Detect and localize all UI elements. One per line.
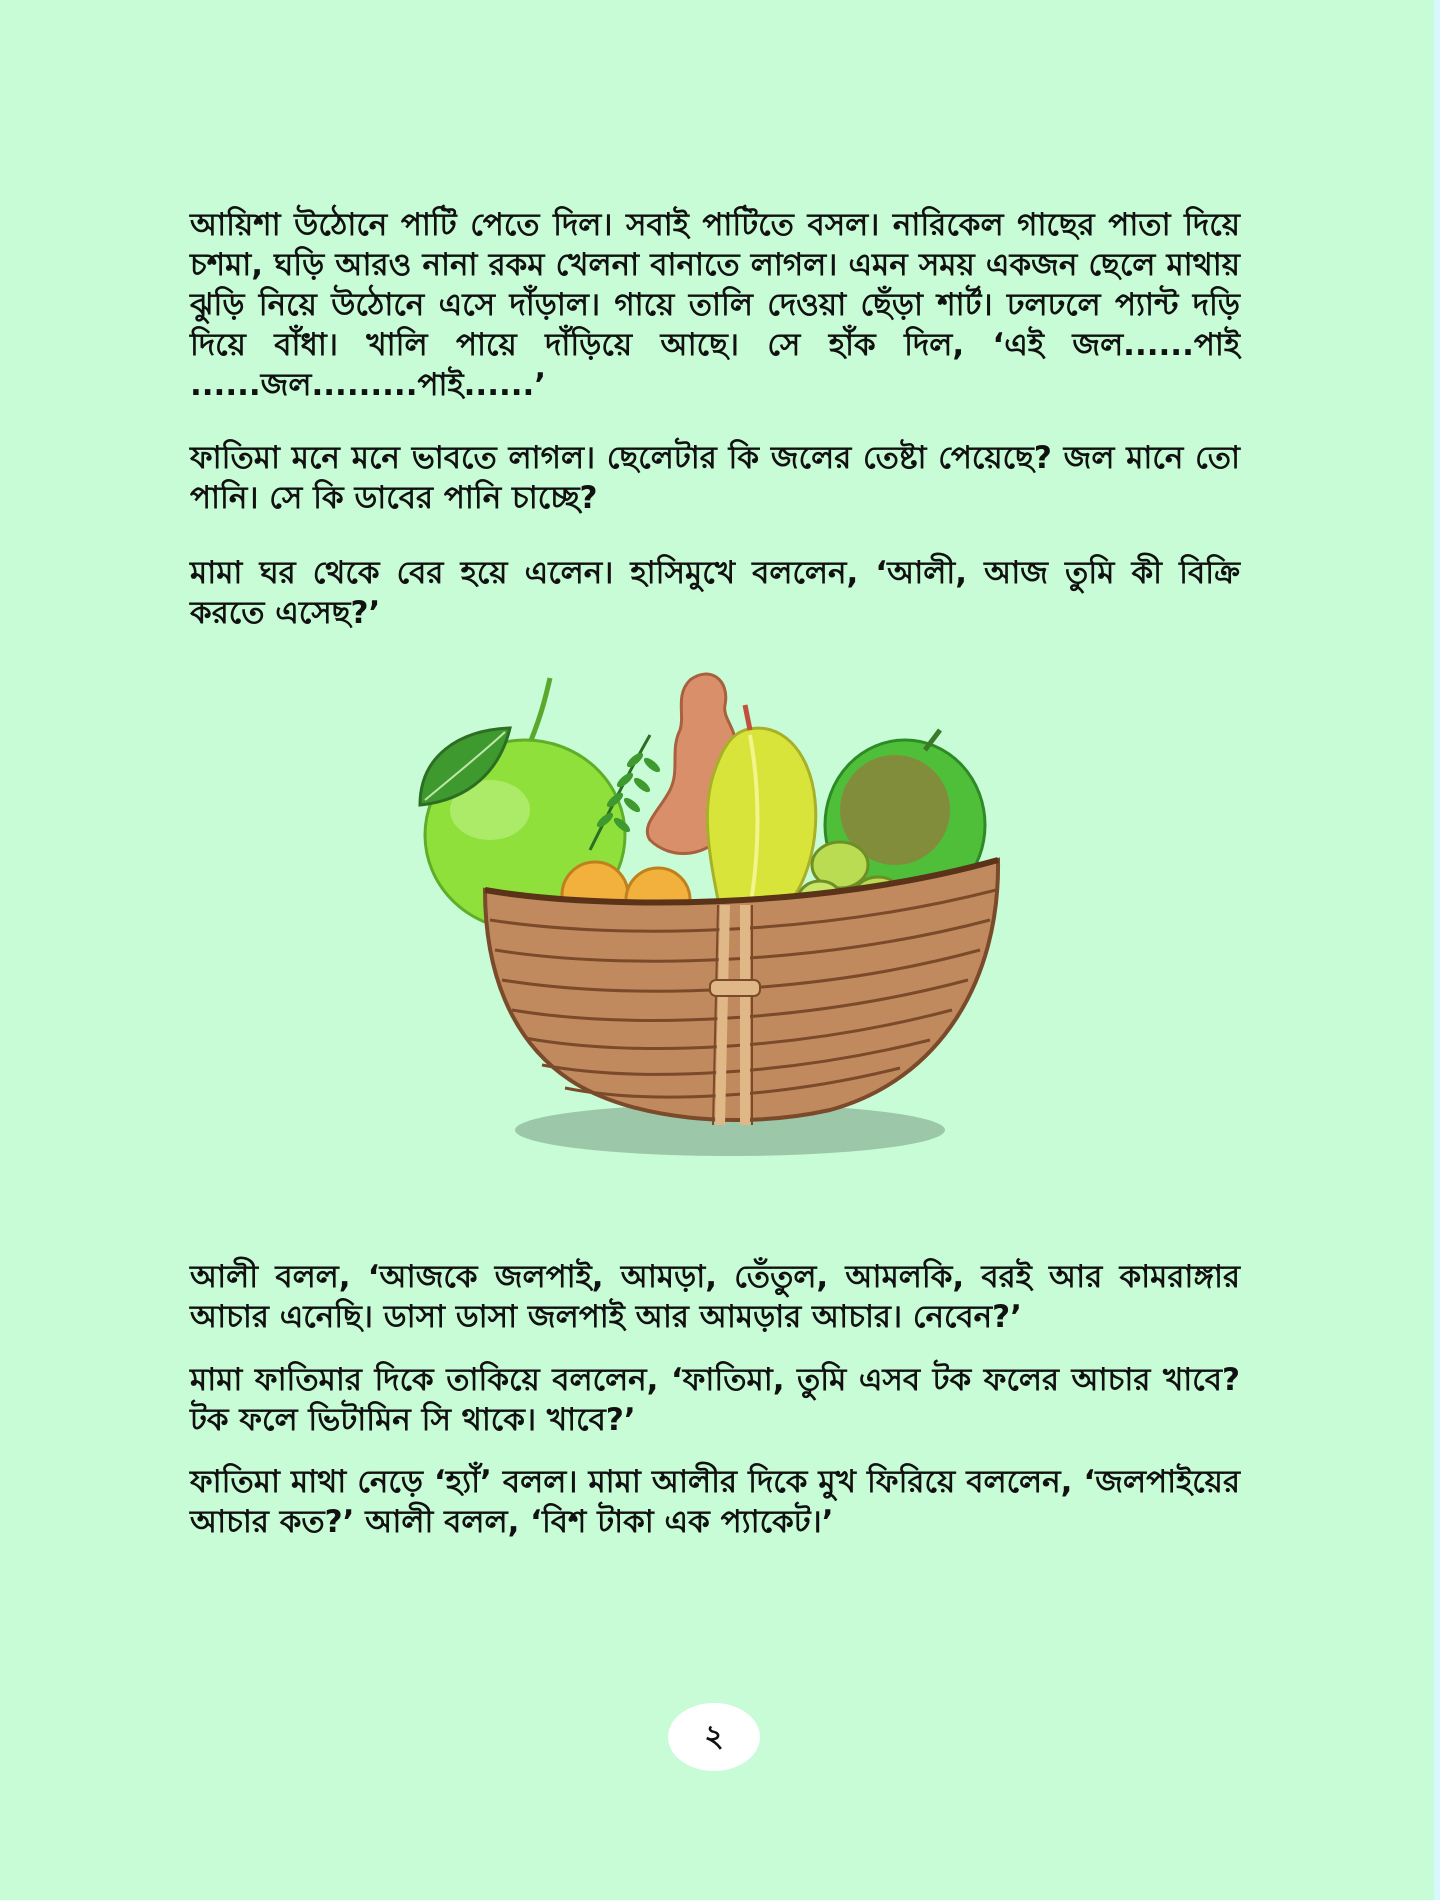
page-number: ২ <box>704 1718 724 1754</box>
paragraph-text: মামা ফাতিমার দিকে তাকিয়ে বললেন, ‘ফাতিমা, তুমি এসব টক ফলের আচার খাবে? টক ফলে ভিটামিন সি থাকে। খাবে?’ <box>190 1362 1240 1438</box>
story-paragraph-2 <box>190 438 1240 518</box>
fruit-basket-illustration <box>400 660 1040 1160</box>
carambola-stem <box>745 705 750 730</box>
carambola-icon <box>707 728 815 910</box>
paragraph-text: মামা ঘর থেকে বের হয়ে এলেন। হাসিমুখে বললেন, ‘আলী, আজ তুমি কী বিক্রি করতে এসেছ?’ <box>190 555 1240 631</box>
story-paragraph-4 <box>190 1257 1240 1337</box>
story-paragraph-3 <box>190 553 1240 633</box>
paragraph-text: আলী বলল, ‘আজকে জলপাই, আমড়া, তেঁতুল, আমলকি, বরই আর কামরাঙ্গার আচার এনেছি। ডাসা ডাসা জলপাই আর আমড়ার আচার। নেবেন?’ <box>190 1259 1240 1335</box>
story-paragraph-5 <box>190 1360 1240 1440</box>
basket-binding <box>720 905 725 1125</box>
page-number-badge <box>668 1703 760 1771</box>
page-edge-strip <box>1434 0 1440 1900</box>
basket-knot <box>710 980 760 996</box>
paragraph-text: ফাতিমা মাথা নেড়ে ‘হ্যাঁ’ বলল। মামা আলীর দিকে মুখ ফিরিয়ে বললেন, ‘জলপাইয়ের আচার কত?’ আলী বলল, ‘বিশ টাকা এক প্যাকেট।’ <box>190 1464 1240 1540</box>
story-paragraph-6 <box>190 1462 1240 1542</box>
paragraph-text: আয়িশা উঠোনে পাটি পেতে দিল। সবাই পাটিতে বসল। নারিকেল গাছের পাতা দিয়ে চশমা, ঘড়ি আরও নানা রকম খেলনা বানাতে লাগল। এমন সময় একজন ছেলে মাথায় ঝুড়ি নিয়ে উঠোনে এসে দাঁড়াল। গায়ে তালি দেওয়া ছেঁড়া শার্ট। ঢলঢলে প্যান্ট দড়ি দিয়ে বাঁধা। খালি পায়ে দাঁড়িয়ে আছে। সে হাঁক দিল, ‘এই জল......পাই ......জল.........পাই......’ <box>190 207 1240 403</box>
paragraph-text: ফাতিমা মনে মনে ভাবতে লাগল। ছেলেটার কি জলের তেষ্টা পেয়েছে? জল মানে তো পানি। সে কি ডাবের পানি চাচ্ছে? <box>190 440 1240 516</box>
story-paragraph-1 <box>190 205 1240 405</box>
